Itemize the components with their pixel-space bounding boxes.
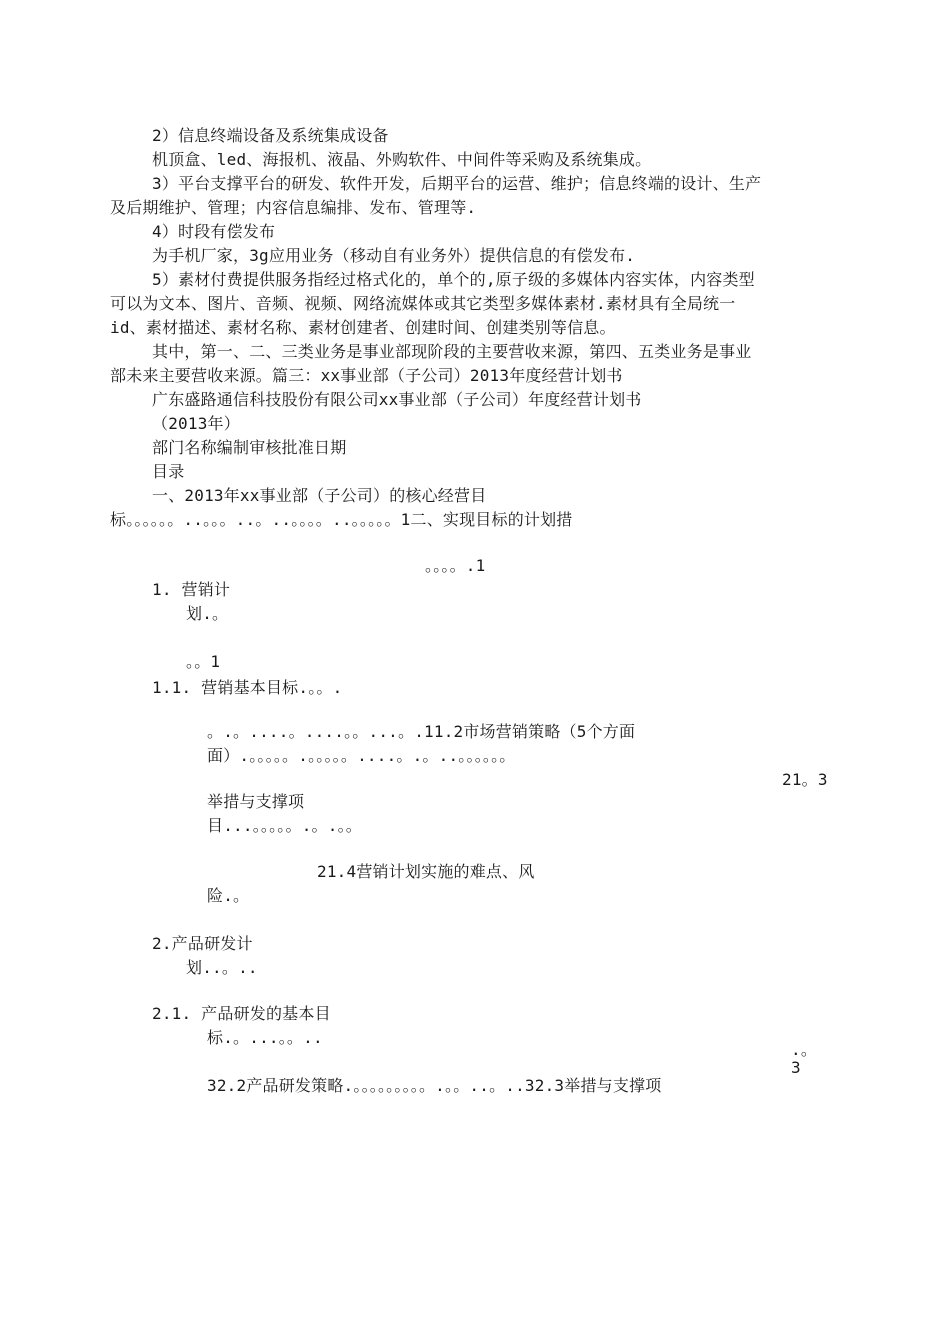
text-line: （2013年） xyxy=(152,414,240,433)
text-line: 可以为文本、图片、音频、视频、网络流媒体或其它类型多媒体素材.素材具有全局统一 xyxy=(110,294,736,313)
text-line: 部门名称编制审核批准日期 xyxy=(152,438,347,457)
toc-entry: 一、2013年xx事业部（子公司）的核心经营目 xyxy=(152,486,487,505)
toc-entry: 标。。。。。。..。。。..。..。。。。..。。。。。1二、实现目标的计划措 xyxy=(110,510,573,529)
toc-entry: 2.产品研发计 xyxy=(152,934,253,953)
toc-entry: 面）.。。。。。.。。。。。....。.。..。。。。。。 xyxy=(207,746,516,765)
toc-entry: 。。1 xyxy=(186,652,221,671)
toc-heading: 目录 xyxy=(152,462,185,481)
text-line: 广东盛路通信科技股份有限公司xx事业部（子公司）年度经营计划书 xyxy=(152,390,642,409)
text-line: 为手机厂家，3g应用业务（移动自有业务外）提供信息的有偿发布. xyxy=(152,246,636,265)
text-line: 5）素材付费提供服务指经过格式化的，单个的,原子级的多媒体内容实体，内容类型 xyxy=(152,270,755,289)
toc-entry: 21.4营销计划实施的难点、风 xyxy=(317,862,535,881)
text-line: 其中，第一、二、三类业务是事业部现阶段的主要营收来源，第四、五类业务是事业 xyxy=(152,342,752,361)
text-line: 2）信息终端设备及系统集成设备 xyxy=(152,126,389,145)
toc-entry: 。。。。.1 xyxy=(425,556,486,575)
toc-entry: 险.。 xyxy=(207,886,250,905)
toc-page-number: 3 xyxy=(791,1058,801,1077)
toc-entry: 1. 营销计 xyxy=(152,580,231,599)
toc-entry: 1.1. 营销基本目标.。。. xyxy=(152,678,343,697)
text-line: 部未来主要营收来源。篇三：xx事业部（子公司）2013年度经营计划书 xyxy=(110,366,623,385)
toc-entry: 。.。....。....。。...。.11.2市场营销策略（5个方面 xyxy=(207,722,636,741)
text-line: 机顶盒、led、海报机、液晶、外购软件、中间件等采购及系统集成。 xyxy=(152,150,652,169)
toc-entry: 2.1. 产品研发的基本目 xyxy=(152,1004,331,1023)
toc-entry: 目...。。。。。.。.。。 xyxy=(207,816,362,835)
text-line: id、素材描述、素材名称、素材创建者、创建时间、创建类别等信息。 xyxy=(110,318,616,337)
text-line: 3）平台支撑平台的研发、软件开发，后期平台的运营、维护；信息终端的设计、生产 xyxy=(152,174,762,193)
toc-entry: 标.。...。。.. xyxy=(207,1028,323,1047)
toc-entry: .。 xyxy=(791,1040,818,1059)
text-line: 及后期维护、管理；内容信息编排、发布、管理等. xyxy=(110,198,477,217)
toc-entry: 划..。.. xyxy=(186,958,258,977)
toc-entry: 32.2产品研发策略.。。。。。。。。。.。。..。..32.3举措与支撑项 xyxy=(207,1076,662,1095)
toc-page-number: 21。3 xyxy=(782,770,828,789)
toc-entry: 划.。 xyxy=(186,604,229,623)
text-line: 4）时段有偿发布 xyxy=(152,222,276,241)
toc-entry: 举措与支撑项 xyxy=(207,792,305,811)
